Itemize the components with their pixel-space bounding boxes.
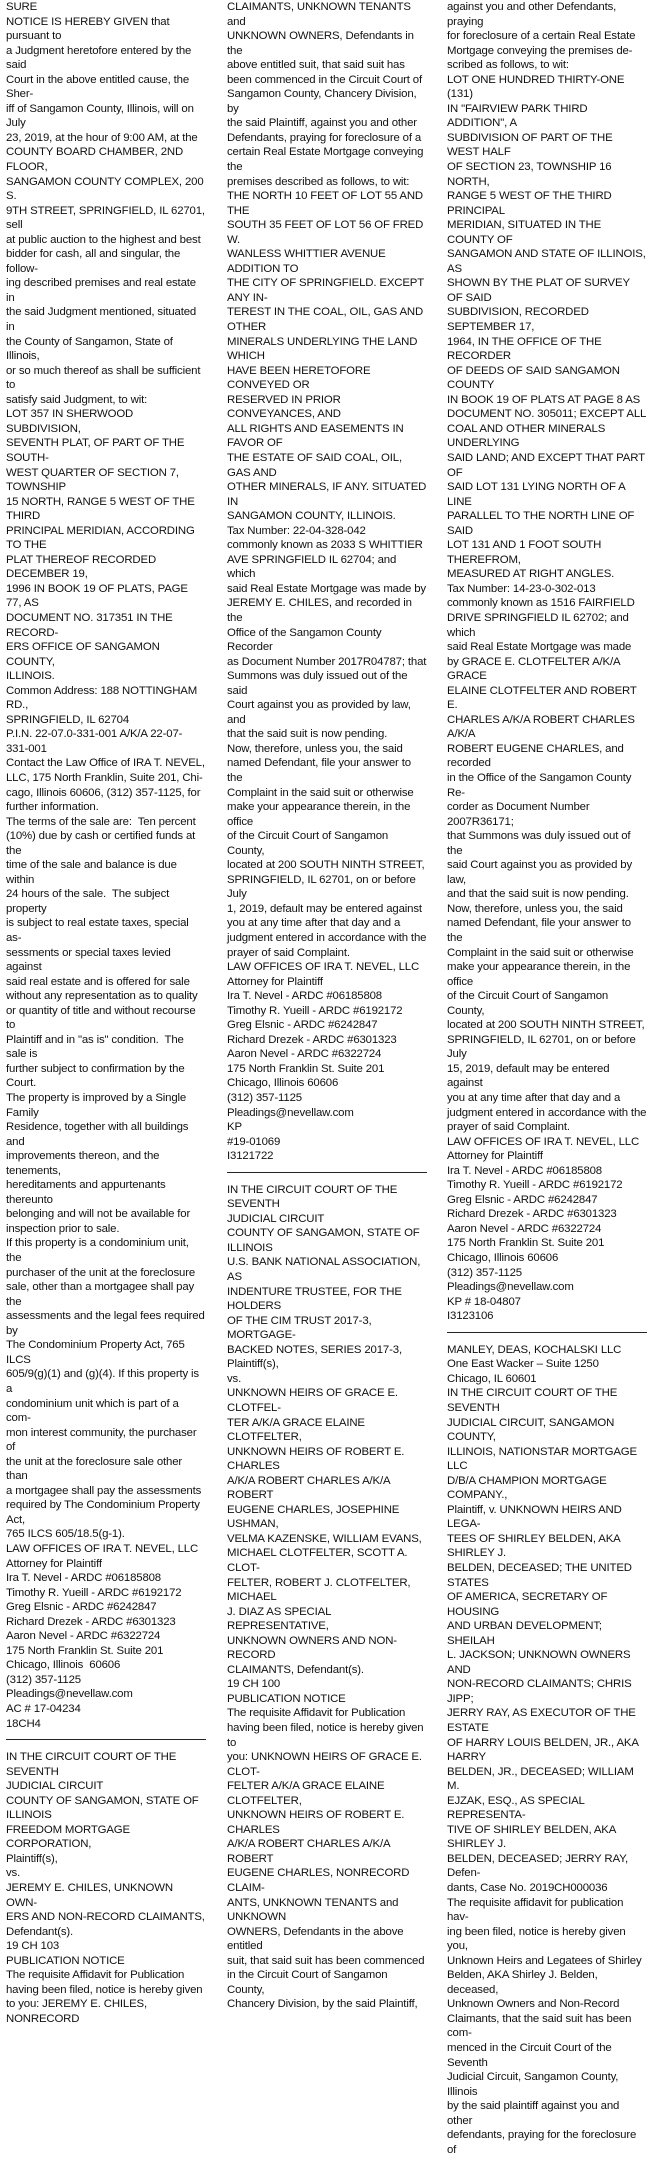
notice-line: purchaser of the unit at the foreclosure	[6, 1266, 196, 1279]
notice-line: Chicago, Illinois 60606	[6, 1659, 121, 1672]
notice-line: D/B/A CHAMPION MORTGAGE COMPANY.,	[447, 1474, 610, 1502]
notice-line: premises described as follows, to wit:	[227, 175, 410, 188]
notice-line: BELDEN, DECEASED; JERRY RAY, Defen-	[447, 1852, 632, 1880]
notice-line: 23, 2019, at the hour of 9:00 AM, at the	[6, 131, 198, 144]
notice-line: AVE SPRINGFIELD IL 62704; and which	[227, 553, 400, 581]
notice-line: prayer of said Complaint.	[227, 946, 350, 959]
legal-notice	[6, 0, 206, 1731]
notice-line: required by The Condominium Property Act,	[6, 1499, 203, 1526]
notice-line: EUGENE CHARLES, JOSEPHINE USHMAN,	[227, 1503, 403, 1531]
notice-line: BELDEN, JR., DECEASED; WILLIAM M.	[447, 1765, 637, 1793]
notice-line: said Court against you as provided by law,	[447, 859, 636, 886]
notice-line: COUNTY OF SANGAMON, STATE OF	[6, 1794, 199, 1807]
notice-line: JERRY RAY, AS EXECUTOR OF THE ESTATE	[447, 1707, 639, 1734]
notice-line: Court against you as provided by law, and	[227, 699, 414, 726]
notice-line: LOT 131 AND 1 FOOT SOUTH THEREFROM,	[447, 539, 605, 566]
notice-line: vs.	[6, 1867, 21, 1880]
notice-line: JUDICIAL CIRCUIT, SANGAMON COUNTY,	[447, 1416, 618, 1444]
notice-line: Timothy R. Yueill - ARDC #6192172	[447, 1179, 623, 1192]
notice-line: Attorney for Plaintiff	[6, 1557, 102, 1570]
notice-line: the County of Sangamon, State of Illinois,	[6, 335, 176, 363]
notice-line: KP # 18-04807	[447, 1295, 521, 1308]
notice-line: a mortgagee shall pay the assessments	[6, 1484, 202, 1497]
legal-notice	[447, 0, 647, 1324]
notice-line: OF SECTION 23, TOWNSHIP 16 NORTH,	[447, 161, 615, 188]
notice-line: MANLEY, DEAS, KOCHALSKI LLC	[447, 1343, 622, 1356]
notice-line: make your appearance therein, in the office	[227, 801, 414, 828]
notice-line: ILLINOIS.	[6, 670, 55, 683]
notice-line: certain Real Estate Mortgage conveying the	[227, 146, 427, 174]
notice-line: SPRINGFIELD, IL 62701, on or before July	[447, 1033, 639, 1061]
notice-line: SOUTH 35 FEET OF LOT 56 OF FRED W.	[227, 219, 427, 246]
notice-line: said real estate and is offered for sale	[6, 975, 190, 988]
notice-line: make your appearance therein, in the office	[447, 961, 634, 988]
notice-line: COUNTY BOARD CHAMBER, 2ND FLOOR,	[6, 146, 187, 174]
notice-line: bidder for cash, all and singular, the follow-	[6, 248, 184, 275]
notice-line: (312) 357-1125	[447, 1266, 522, 1279]
notice-line: above entitled suit, that said suit has	[227, 59, 405, 72]
notice-line: Greg Elsnic - ARDC #6242847	[227, 1019, 378, 1032]
notice-line: 1, 2019, default may be entered against	[227, 902, 422, 915]
notice-line: UNKNOWN HEIRS OF GRACE E. CLOTFEL-	[227, 1387, 401, 1414]
notice-divider	[447, 1332, 647, 1333]
notice-line: vs.	[227, 1372, 242, 1385]
notice-line: Pleadings@nevellaw.com	[6, 1688, 133, 1701]
notice-line: THE NORTH 10 FEET OF LOT 55 AND THE	[227, 190, 426, 217]
notice-line: Court in the above entitled cause, the Sher-	[6, 73, 193, 101]
notice-line: U.S. BANK NATIONAL ASSOCIATION, AS	[227, 1256, 423, 1284]
notice-line: Sangamon County, Chancery Division, by	[227, 88, 420, 115]
notice-line: corder as Document Number 2007R36171;	[447, 801, 593, 828]
notice-line: Unknown Owners and Non-Record	[447, 1998, 620, 2011]
notice-line: ILLINOIS	[6, 1809, 52, 1822]
notice-line: suit, that said suit has been commenced	[227, 1954, 425, 1967]
notice-line: Plaintiff and in "as is" condition. The sale is	[6, 1033, 187, 1061]
notice-line: 175 North Franklin St. Suite 201	[447, 1237, 605, 1250]
notice-line: Unknown Heirs and Legatees of Shirley	[447, 1954, 642, 1967]
notice-line: UNKNOWN HEIRS OF ROBERT E. CHARLES	[227, 1809, 408, 1836]
notice-line: Pleadings@nevellaw.com	[227, 1106, 354, 1119]
notice-line: L. JACKSON; UNKNOWN OWNERS AND	[447, 1649, 633, 1676]
notice-line: A/K/A ROBERT CHARLES A/K/A ROBERT	[227, 1838, 393, 1865]
notice-line: JEREMY E. CHILES, and recorded in the	[227, 597, 415, 624]
notice-line: Common Address: 188 NOTTINGHAM RD.,	[6, 684, 201, 712]
notice-line: sale, other than a mortgagee shall pay the	[6, 1281, 198, 1308]
notice-line: Ira T. Nevel - ARDC #06185808	[227, 990, 382, 1003]
notice-line: or quantity of title and without recourse to	[6, 1004, 199, 1032]
notice-line: COUNTY OF SANGAMON, STATE OF	[227, 1227, 420, 1240]
notice-line: Defendants, praying for foreclosure of a	[227, 131, 422, 144]
notice-line: defendants, praying for the foreclosure of	[447, 2129, 640, 2156]
notice-line: 9TH STREET, SPRINGFIELD, IL 62701, sell	[6, 204, 208, 232]
notice-line: JUDICIAL CIRCUIT	[227, 1212, 325, 1225]
notice-line: J. DIAZ AS SPECIAL REPRESENTATIVE,	[227, 1605, 334, 1633]
notice-line: PUBLICATION NOTICE	[6, 1954, 125, 1967]
notice-line: Richard Drezek - ARDC #6301323	[227, 1033, 397, 1046]
notice-line: SEVENTH PLAT, OF PART OF THE SOUTH-	[6, 437, 188, 464]
notice-line: SHOWN BY THE PLAT OF SURVEY OF SAID	[447, 277, 633, 304]
notice-line: Timothy R. Yueill - ARDC #6192172	[6, 1586, 182, 1599]
notice-line: #19-01069	[227, 1135, 281, 1148]
notice-line: SPRINGFIELD, IL 62704	[6, 713, 130, 726]
notice-divider	[227, 1172, 427, 1173]
notice-line: 19 CH 103	[6, 1940, 60, 1953]
notice-line: you: UNKNOWN HEIRS OF GRACE E. CLOT-	[227, 1751, 425, 1778]
notice-line: Pleadings@nevellaw.com	[447, 1281, 574, 1294]
notice-line: OF HARRY LOUIS BELDEN, JR., AKA HARRY	[447, 1736, 642, 1764]
notice-line: Residence, together with all buildings and	[6, 1121, 192, 1148]
notice-line: CHARLES A/K/A ROBERT CHARLES A/K/A	[447, 713, 638, 741]
notice-line: VELMA KAZENSKE, WILLIAM EVANS,	[227, 1532, 422, 1545]
notice-line: of the Circuit Court of Sangamon County,	[447, 990, 612, 1017]
notice-line: Attorney for Plaintiff	[447, 1150, 543, 1163]
notice-line: assessments and the legal fees required by	[6, 1310, 208, 1337]
notice-line: PRINCIPAL MERIDIAN, ACCORDING TO THE	[6, 524, 198, 552]
notice-line: MINERALS UNDERLYING THE LAND WHICH	[227, 335, 421, 363]
notice-line: SPRINGFIELD, IL 62701, on or before July	[227, 873, 419, 901]
notice-line: OF DEEDS OF SAID SANGAMON COUNTY	[447, 364, 623, 392]
notice-line: judgment entered in accordance with the	[227, 932, 427, 944]
notice-line: The property is improved by a Single Family	[6, 1092, 190, 1119]
notice-line: against you and other Defendants, praying	[447, 1, 620, 28]
notice-line: BELDEN, DECEASED; THE UNITED STATES	[447, 1561, 635, 1589]
notice-line: LLC, 175 North Franklin, Suite 201, Chi-	[6, 771, 203, 784]
notice-line: COAL AND OTHER MINERALS UNDERLYING	[447, 422, 609, 450]
notice-line: THE ESTATE OF SAID COAL, OIL, GAS AND	[227, 451, 405, 479]
notice-line: Richard Drezek - ARDC #6301323	[6, 1615, 176, 1628]
notice-line: KP	[227, 1121, 242, 1134]
notice-line: 175 North Franklin St. Suite 201	[227, 1062, 385, 1075]
notice-line: at public auction to the highest and best	[6, 233, 201, 246]
notice-line: PLAT THEREOF RECORDED DECEMBER 19,	[6, 553, 160, 581]
notice-line: of the Circuit Court of Sangamon County,	[227, 830, 392, 857]
notice-line: Now, therefore, unless you, the said	[447, 902, 623, 915]
notice-line: Claimants, that the said suit has been com-	[447, 2012, 635, 2040]
notice-line: the unit at the foreclosure sale other than	[6, 1455, 186, 1483]
notice-line: SAID LOT 131 LYING NORTH OF A LINE	[447, 481, 628, 508]
notice-line: BACKED NOTES, SERIES 2017-3,	[227, 1343, 402, 1356]
notice-line: (312) 357-1125	[6, 1673, 81, 1686]
notice-line: 24 hours of the sale. The subject property	[6, 888, 173, 915]
notice-line: commonly known as 2033 S WHITTIER	[227, 539, 423, 552]
notice-line: IN THE CIRCUIT COURT OF THE SEVENTH	[6, 1751, 180, 1778]
notice-line: INDENTURE TRUSTEE, FOR THE HOLDERS	[227, 1285, 405, 1313]
notice-line: RANGE 5 WEST OF THE THIRD PRINCIPAL	[447, 190, 615, 217]
notice-line: SAID LAND; AND EXCEPT THAT PART OF	[447, 451, 648, 479]
notice-line: Tax Number: 14-23-0-302-013	[447, 582, 596, 595]
notice-line: I3121722	[227, 1150, 274, 1163]
legal-notice	[6, 1750, 206, 2026]
notice-line: time of the sale and balance is due within	[6, 859, 180, 886]
notice-line: MICHAEL CLOTFELTER, SCOTT A. CLOT-	[227, 1547, 411, 1574]
notice-line: Tax Number: 22-04-328-042	[227, 524, 366, 537]
notice-line: ILLINOIS	[227, 1241, 273, 1254]
notice-line: MERIDIAN, SITUATED IN THE COUNTY OF	[447, 219, 605, 246]
notice-line: SURE	[6, 1, 38, 13]
notice-line: having been filed, notice is hereby given	[6, 1983, 203, 1996]
notice-line: EJZAK, ESQ., AS SPECIAL REPRESENTA-	[447, 1794, 588, 1822]
legal-notice	[227, 1183, 427, 2012]
notice-line: Plaintiff, v. UNKNOWN HEIRS AND LEGA-	[447, 1503, 625, 1531]
notice-line: CLAIMANTS, UNKNOWN TENANTS and	[227, 1, 414, 28]
notice-line: UNKNOWN OWNERS, Defendants in the	[227, 30, 417, 57]
notice-line: UNKNOWN HEIRS OF ROBERT E. CHARLES	[227, 1445, 408, 1473]
notice-line: to you: JEREMY E. CHILES, NONRECORD	[6, 1998, 151, 2025]
notice-line: ing been filed, notice is hereby given you,	[447, 1925, 629, 1953]
notice-line: 18CH4	[6, 1717, 41, 1730]
notice-line: further subject to confirmation by the Court.	[6, 1062, 188, 1090]
notice-line: Ira T. Nevel - ARDC #06185808	[6, 1572, 161, 1585]
notice-line: that the said suit is now pending.	[227, 728, 388, 741]
notice-line: IN THE CIRCUIT COURT OF THE SEVENTH	[447, 1387, 621, 1414]
notice-line: NON-RECORD CLAIMANTS; CHRIS JIPP;	[447, 1678, 635, 1705]
notice-line: Chicago, Illinois 60606	[447, 1252, 559, 1265]
notice-line: TIVE OF SHIRLEY BELDEN, AKA SHIRLEY J.	[447, 1823, 619, 1851]
notice-line: ILLINOIS, NATIONSTAR MORTGAGE LLC	[447, 1445, 640, 1473]
notice-line: WEST QUARTER OF SECTION 7, TOWNSHIP	[6, 466, 182, 494]
notice-line: AND URBAN DEVELOPMENT; SHEILAH	[447, 1620, 605, 1647]
notice-line: TEES OF SHIRLEY BELDEN, AKA SHIRLEY J.	[447, 1532, 624, 1560]
notice-line: Attorney for Plaintiff	[227, 975, 323, 988]
notice-line: mon interest community, the purchaser of	[6, 1426, 200, 1454]
notice-line: Belden, AKA Shirley J. Belden, deceased,	[447, 1969, 601, 1996]
notice-line: a Judgment heretofore entered by the said	[6, 44, 195, 72]
notice-line: SUBDIVISION, RECORDED SEPTEMBER 17,	[447, 306, 592, 334]
notice-line: 605/9(g)(1) and (g)(4). If this property is a	[6, 1368, 202, 1395]
notice-line: PUBLICATION NOTICE	[227, 1692, 346, 1705]
notice-line: I3123106	[447, 1310, 494, 1323]
notice-line: dants, Case No. 2019CH000036	[447, 1882, 608, 1894]
notice-line: Chicago, Illinois 60606	[227, 1077, 339, 1090]
notice-line: One East Wacker – Suite 1250	[447, 1358, 599, 1371]
notice-line: IN BOOK 19 OF PLATS AT PAGE 8 AS	[447, 393, 641, 406]
notice-line: been commenced in the Circuit Court of	[227, 73, 422, 86]
notice-line: OWNERS, Defendants in the above entitled	[227, 1925, 407, 1953]
notice-line: commonly known as 1516 FAIRFIELD	[447, 597, 635, 610]
notice-line: A/K/A ROBERT CHARLES A/K/A ROBERT	[227, 1474, 393, 1502]
notice-line: Aaron Nevel - ARDC #6322724	[227, 1048, 382, 1061]
notice-line: OF AMERICA, SECRETARY OF HOUSING	[447, 1591, 611, 1618]
notice-line: that Summons was duly issued out of the	[447, 830, 634, 857]
notice-line: in the Office of the Sangamon County Re-	[447, 771, 635, 799]
notice-line: inspection prior to sale.	[6, 1222, 120, 1235]
notice-line: JUDICIAL CIRCUIT	[6, 1780, 104, 1793]
column-3	[447, 0, 649, 2156]
notice-line: further information.	[6, 801, 99, 814]
notice-line: said Real Estate Mortgage was made	[447, 641, 632, 654]
column-1	[6, 0, 208, 2025]
notice-line: 1964, IN THE OFFICE OF THE RECORDER	[447, 335, 605, 363]
notice-line: Office of the Sangamon County Recorder	[227, 626, 385, 654]
notice-line: Aaron Nevel - ARDC #6322724	[6, 1630, 161, 1643]
notice-line: AC # 17-04234	[6, 1702, 81, 1715]
notice-line: OTHER MINERALS, IF ANY. SITUATED IN	[227, 481, 430, 508]
notice-line: P.I.N. 22-07.0-331-001 A/K/A 22-07-	[6, 728, 183, 741]
notice-line: in the Circuit Court of Sangamon County,	[227, 1969, 391, 1996]
legal-notice	[227, 0, 430, 1164]
notice-line: judgment entered in accordance with the	[447, 1106, 647, 1119]
notice-line: Now, therefore, unless you, the said	[227, 742, 403, 755]
notice-line: and that the said suit is now pending.	[447, 888, 629, 901]
notice-line: The requisite Affidavit for Publication	[227, 1707, 406, 1720]
notice-line: said Real Estate Mortgage was made by	[227, 582, 426, 595]
notice-line: without any representation as to quality	[6, 990, 198, 1003]
notice-line: Chancery Division, by the said Plaintiff,	[227, 1998, 418, 2011]
notice-line: The requisite affidavit for publication hav-	[447, 1896, 627, 1924]
notice-line: Summons was duly issued out of the said	[227, 670, 411, 697]
notice-line: 15 NORTH, RANGE 5 WEST OF THE THIRD	[6, 495, 198, 523]
notice-line: belonging and will not be available for	[6, 1208, 191, 1221]
notice-line: MEASURED AT RIGHT ANGLES.	[447, 568, 615, 581]
notice-line: (10%) due by cash or certified funds at the	[6, 830, 199, 857]
notice-line: (312) 357-1125	[227, 1092, 302, 1105]
notice-line: LOT ONE HUNDRED THIRTY-ONE (131)	[447, 73, 628, 101]
notice-line: Ira T. Nevel - ARDC #06185808	[447, 1164, 602, 1177]
notice-line: 1996 IN BOOK 19 OF PLATS, PAGE 77, AS	[6, 582, 191, 610]
notice-line: located at 200 SOUTH NINTH STREET,	[227, 859, 425, 872]
notice-line: Plaintiff(s),	[6, 1852, 58, 1865]
notice-line: THE CITY OF SPRINGFIELD. EXCEPT ANY IN-	[227, 277, 427, 304]
notice-line: SANGAMON AND STATE OF ILLINOIS, AS	[447, 248, 649, 275]
notice-line: ELAINE CLOTFELTER AND ROBERT E.	[447, 684, 640, 712]
notice-line: FELTER, ROBERT J. CLOTFELTER, MICHAEL	[227, 1576, 414, 1604]
notice-line: PARALLEL TO THE NORTH LINE OF SAID	[447, 510, 638, 537]
notice-line: LAW OFFICES OF IRA T. NEVEL, LLC	[6, 1542, 199, 1555]
notice-line: Chicago, IL 60601	[447, 1372, 537, 1385]
notice-line: LOT 357 IN SHERWOOD SUBDIVISION,	[6, 408, 137, 435]
notice-line: sessments or special taxes levied against	[6, 946, 174, 974]
notice-line: Mortgage conveying the premises de-	[447, 44, 633, 57]
notice-line: The Condominium Property Act, 765 ILCS	[6, 1339, 188, 1366]
notice-line: SANGAMON COUNTY, ILLINOIS.	[227, 510, 396, 523]
notice-line: FELTER A/K/A GRACE ELAINE CLOTFELTER,	[227, 1780, 388, 1807]
notice-line: named Defendant, file your answer to the	[227, 757, 414, 784]
notice-line: Plaintiff(s),	[227, 1358, 279, 1371]
notice-line: ERS OFFICE OF SANGAMON COUNTY,	[6, 641, 163, 668]
notice-line: ROBERT EUGENE CHARLES, and recorded	[447, 742, 627, 770]
notice-line: the said Plaintiff, against you and other	[227, 117, 417, 130]
notice-line: Defendant(s).	[6, 1925, 74, 1938]
notice-line: DRIVE SPRINGFIELD IL 62702; and which	[447, 611, 632, 639]
notice-line: Aaron Nevel - ARDC #6322724	[447, 1222, 602, 1235]
notice-line: FREEDOM MORTGAGE CORPORATION,	[6, 1823, 133, 1851]
notice-line: as Document Number 2017R04787; that	[227, 655, 427, 668]
notice-line: Complaint in the said suit or otherwise	[447, 946, 634, 959]
notice-line: LAW OFFICES OF IRA T. NEVEL, LLC	[447, 1135, 640, 1148]
notice-line: 15, 2019, default may be entered against	[447, 1062, 613, 1090]
notice-line: 19 CH 100	[227, 1678, 281, 1691]
notice-line: RESERVED IN PRIOR CONVEYANCES, AND	[227, 393, 344, 421]
notice-line: hereditaments and appurtenants thereunto	[6, 1179, 169, 1206]
notice-line: Greg Elsnic - ARDC #6242847	[447, 1193, 598, 1206]
notice-line: DOCUMENT NO. 317351 IN THE RECORD-	[6, 611, 176, 639]
notice-line: The terms of the sale are: Ten percent	[6, 815, 196, 828]
notice-line: Contact the Law Office of IRA T. NEVEL,	[6, 757, 205, 770]
notice-line: UNKNOWN OWNERS AND NON-RECORD	[227, 1634, 397, 1662]
notice-line: NOTICE IS HEREBY GIVEN that pursuant to	[6, 15, 173, 43]
notice-line: you at any time after that day and a	[447, 1092, 621, 1105]
notice-line: JEREMY E. CHILES, UNKNOWN OWN-	[6, 1882, 176, 1909]
notice-line: ERS AND NON-RECORD CLAIMANTS,	[6, 1911, 205, 1924]
column-2	[227, 0, 430, 2011]
notice-line: or so much thereof as shall be sufficient to	[6, 364, 204, 392]
notice-line: condominium unit which is part of a com-	[6, 1397, 182, 1425]
notice-line: 175 North Franklin St. Suite 201	[6, 1644, 164, 1657]
notice-line: Greg Elsnic - ARDC #6242847	[6, 1601, 157, 1614]
notice-line: cago, Illinois 60606, (312) 357-1125, for	[6, 786, 201, 799]
notice-line: satisfy said Judgment, to wit:	[6, 393, 148, 406]
notice-line: IN THE CIRCUIT COURT OF THE SEVENTH	[227, 1183, 401, 1211]
notice-line: by the said plaintiff against you and other	[447, 2100, 623, 2127]
notice-line: you at any time after that day and a	[227, 917, 401, 930]
notice-line: OF THE CIM TRUST 2017-3, MORTGAGE-	[227, 1314, 375, 1342]
notice-line: Judicial Circuit, Sangamon County, Illinois	[447, 2071, 622, 2098]
notice-line: TEREST IN THE COAL, OIL, GAS AND OTHER	[227, 306, 427, 334]
notice-line: for foreclosure of a certain Real Estate	[447, 30, 636, 43]
notice-line: The requisite Affidavit for Publication	[6, 1969, 185, 1982]
notice-line: Complaint in the said suit or otherwise	[227, 786, 414, 799]
notice-line: IN "FAIRVIEW PARK THIRD ADDITION", A	[447, 102, 590, 130]
notice-line: SANGAMON COUNTY COMPLEX, 200 S.	[6, 175, 207, 203]
notice-line: by GRACE E. CLOTFELTER A/K/A GRACE	[447, 655, 623, 683]
notice-line: the said Judgment mentioned, situated in	[6, 306, 200, 334]
notice-line: prayer of said Complaint.	[447, 1121, 570, 1134]
notice-line: ANTS, UNKNOWN TENANTS and UNKNOWN	[227, 1896, 402, 1924]
notice-line: having been filed, notice is hereby given to	[227, 1721, 427, 1749]
notice-line: improvements thereon, and the tenements,	[6, 1150, 163, 1177]
notice-line: DOCUMENT NO. 305011; EXCEPT ALL	[447, 408, 647, 421]
notice-line: located at 200 SOUTH NINTH STREET,	[447, 1019, 645, 1032]
legal-notice	[447, 1343, 647, 2157]
notice-line: EUGENE CHARLES, NONRECORD CLAIM-	[227, 1867, 413, 1894]
notice-line: 331-001	[6, 742, 47, 755]
notice-line: iff of Sangamon County, Illinois, will on July	[6, 102, 197, 130]
notice-line: scribed as follows, to wit:	[447, 59, 569, 72]
notice-line: SUBDIVISION OF PART OF THE WEST HALF	[447, 131, 616, 159]
notice-line: CLAIMANTS, Defendant(s).	[227, 1663, 364, 1676]
notice-line: HAVE BEEN HERETOFORE CONVEYED OR	[227, 364, 374, 392]
notice-line: menced in the Circuit Court of the Seventh	[447, 2042, 615, 2069]
notice-line: WANLESS WHITTIER AVENUE ADDITION TO	[227, 248, 388, 275]
notice-line: TER A/K/A GRACE ELAINE CLOTFELTER,	[227, 1416, 368, 1444]
notice-line: ing described premises and real estate in	[6, 277, 199, 304]
notice-line: named Defendant, file your answer to the	[447, 917, 634, 944]
notice-line: 765 ILCS 605/18.5(g-1).	[6, 1528, 125, 1541]
notice-line: is subject to real estate taxes, special as-	[6, 917, 192, 944]
notice-line: LAW OFFICES OF IRA T. NEVEL, LLC	[227, 961, 420, 974]
notice-line: Richard Drezek - ARDC #6301323	[447, 1208, 617, 1221]
notice-line: If this property is a condominium unit, the	[6, 1237, 192, 1265]
notice-line: ALL RIGHTS AND EASEMENTS IN FAVOR OF	[227, 422, 407, 450]
notice-line: Timothy R. Yueill - ARDC #6192172	[227, 1004, 403, 1017]
notice-divider	[6, 1739, 206, 1740]
